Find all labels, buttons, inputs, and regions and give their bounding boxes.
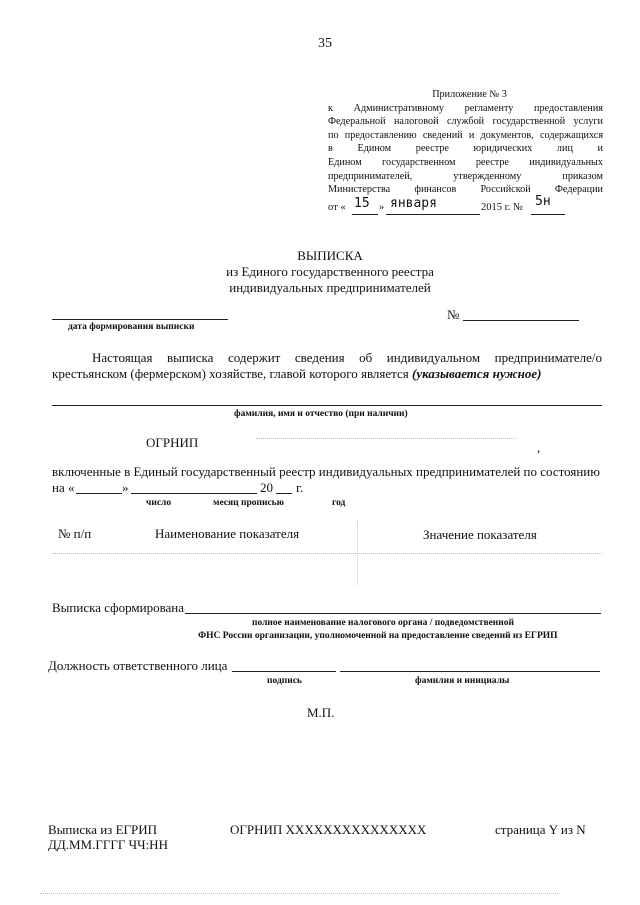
order-month: января [390,196,437,211]
formed-field-line[interactable] [185,613,601,614]
fio-field-line[interactable] [52,405,602,406]
included-line: включенные в Единый государственный реестр индивидуальных предпринимателей по состоянию [52,464,600,479]
footer-left-1: Выписка из ЕГРИП [48,822,158,837]
year-prefix: 20 [260,480,273,495]
appendix-line-4: в Едином реестре юридических лиц и [328,143,603,155]
appendix-block [328,88,603,197]
intro-line-2 [52,366,602,382]
ogrnip-label: ОГРНИП [146,435,199,450]
appendix-line-5: Едином государственном реестре индивидуальных [328,156,603,168]
footer-left [48,822,168,852]
on-quote: » [122,480,129,495]
position-label: Должность ответственного лица [48,658,228,673]
col-value-header: Значение показателя [423,527,537,542]
caption-year: год [332,498,346,508]
appendix-line-7: Министерства финансов Российской Федерации [328,184,603,196]
page-number: 35 [318,36,332,51]
formed-caption-1: полное наименование налогового органа / подведомственной [252,618,514,628]
col-num-header: № п/п [58,526,92,541]
formed-caption-2: ФНС России организации, уполномоченной на предоставление сведений из ЕГРИП [198,631,558,641]
heading-line-2: из Единого государственного реестра [226,264,434,279]
date-state-row [52,480,352,514]
footer-left-2: ДД.ММ.ГГГГ ЧЧ:НН [48,837,168,852]
col-name-header: Наименование показателя [155,526,300,541]
document-heading [180,248,480,296]
state-month-field[interactable] [131,493,257,494]
signature-field-line[interactable] [232,671,336,672]
fio-caption: фамилия, имя и отчество (при наличии) [234,409,408,419]
appendix-title: Приложение № 3 [432,89,507,100]
state-day-field[interactable] [76,493,122,494]
appendix-line-2: Федеральной налоговой службой государственной услуги [328,116,603,128]
date-prefix: от « [328,202,346,213]
heading-line-3: индивидуальных предпринимателей [229,280,431,295]
signature-caption: подпись [267,676,302,686]
year-suffix: г. [296,480,304,495]
formed-label: Выписка сформирована [52,600,185,615]
order-year: 2015 г. № [481,202,524,213]
intro-line-2-main: крестьянском (фермерском) хозяйстве, главой которого является [52,366,409,381]
order-number: 5н [535,194,551,209]
appendix-line-1: к Административному регламенту предоставления [328,102,603,114]
heading-title: ВЫПИСКА [297,248,363,263]
footer-center: ОГРНИП ХХХХХХХХХХХХХХХ [230,822,427,837]
intro-note: (указывается нужное) [412,366,542,381]
stamp-label: М.П. [307,705,335,720]
date-field-line[interactable] [52,319,228,320]
caption-month: месяц прописью [213,498,284,508]
state-year-field[interactable] [276,493,292,494]
date-caption: дата формирования выписки [68,322,195,332]
intro-line-1: Настоящая выписка содержит сведения об индивидуальном предпринимателе/о [92,350,602,365]
caption-day: число [146,498,172,508]
number-label: № [447,307,460,322]
initials-field-line[interactable] [340,671,600,672]
ogrnip-comma: , [537,440,541,455]
appendix-line-6: предпринимателей, утвержденному приказом [328,170,603,182]
appendix-line-3: по предоставлению сведений и документов, содержащихся [328,129,603,141]
order-day: 15 [354,196,370,211]
on-prefix: на « [52,480,75,495]
order-date-line [328,196,588,218]
number-field-line[interactable] [463,320,579,321]
footer-right: страница Y из N [495,822,586,837]
initials-caption: фамилия и инициалы [415,676,510,686]
quote-close: » [379,202,385,213]
